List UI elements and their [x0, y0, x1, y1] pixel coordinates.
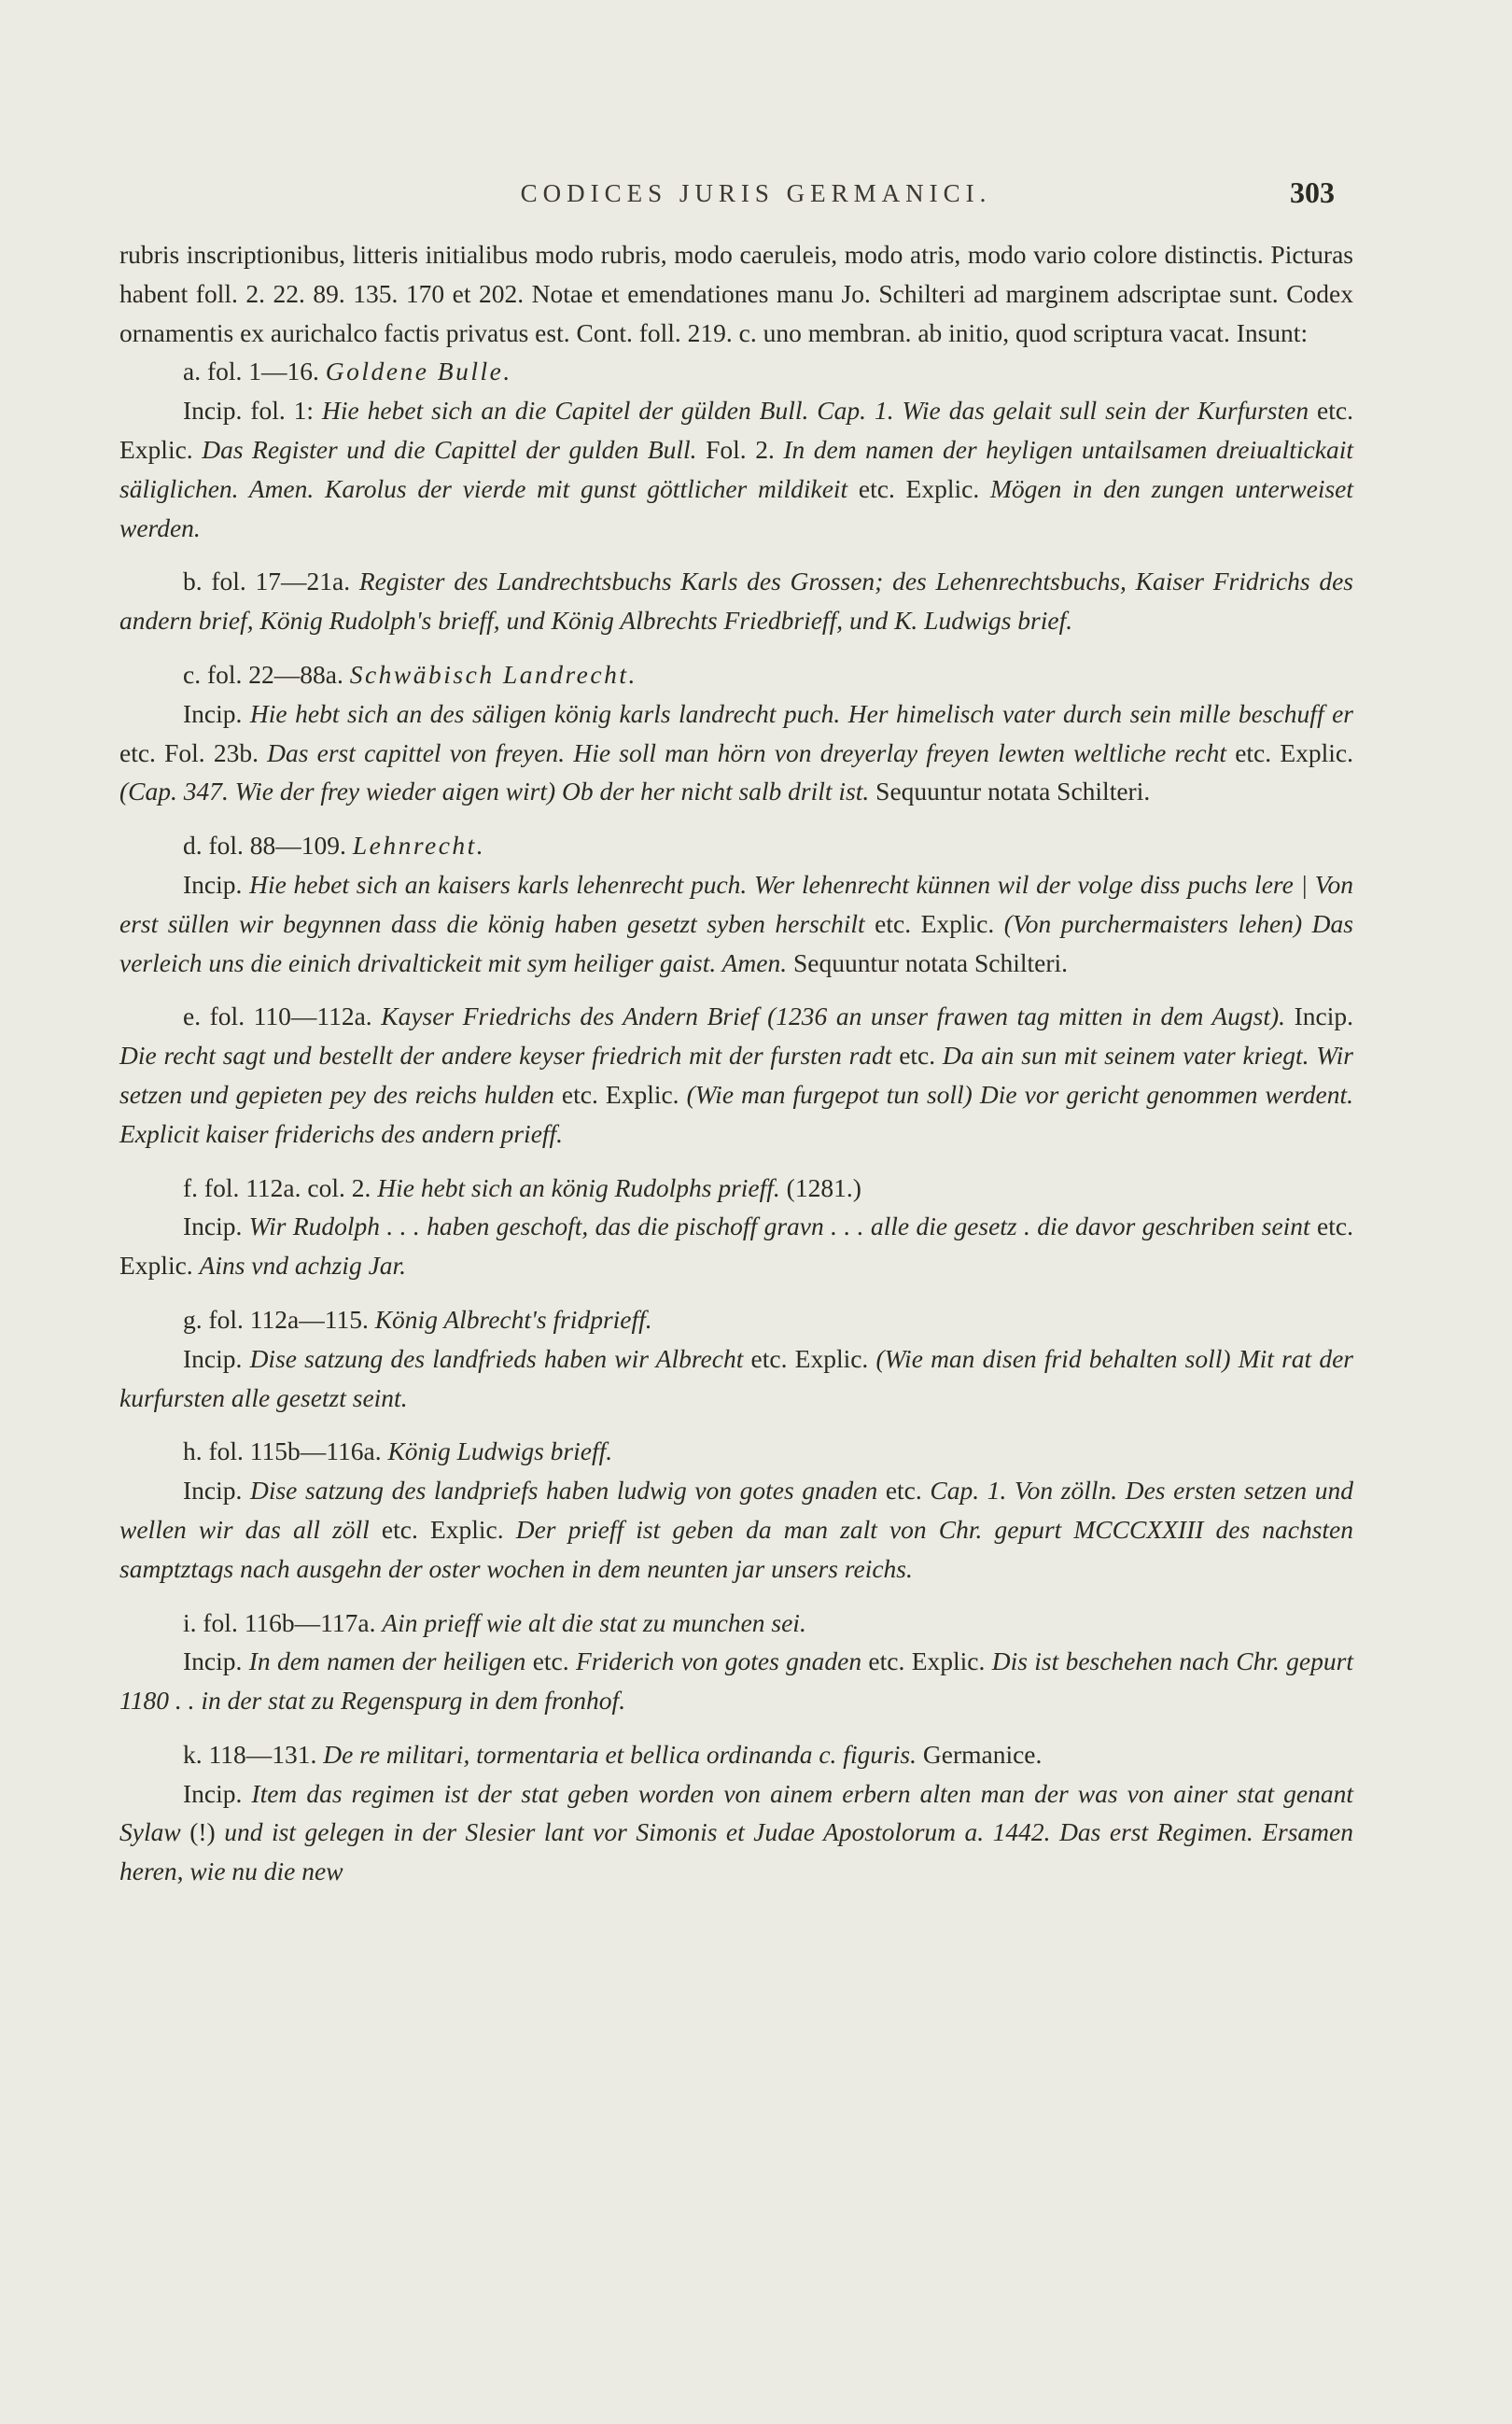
incipit-segment: Hie hebet sich an kaisers karls lehenrecht puch. Wer lehenrecht künnen wil der volge diss puchs lere | Von erst süllen wir begynnen dass die könig haben gesetzt syben herschilt — [119, 869, 1353, 938]
entry-g-heading — [119, 1300, 1353, 1339]
incipit-segment: Das erst capittel von freyen. Hie soll man hörn von dreyerlay freyen lewten weltliche recht — [267, 737, 1227, 767]
incipit-segment: Ains vnd achzig Jar. — [199, 1251, 407, 1281]
incipit-segment: etc. — [891, 1041, 943, 1071]
incipit-segment: Sequuntur notata Schilteri. — [787, 947, 1069, 977]
entry-f-incipit — [119, 1207, 1353, 1285]
incipit-segment: etc. Explic. — [847, 473, 990, 503]
incipit-segment: etc. Explic. — [864, 908, 1004, 938]
entry-head: k. 118—131. — [183, 1739, 317, 1769]
page-header — [0, 175, 1512, 217]
entry-title: König Albrecht's fridprieff. — [374, 1304, 652, 1334]
incipit-segment: Incip. — [183, 1646, 249, 1676]
incipit-segment: Dise satzung des landfrieds haben wir Albrecht — [249, 1343, 744, 1373]
entry-head: g. fol. 112a—115. — [183, 1304, 369, 1334]
incipit-segment: Mögen in den zungen unterweiset werden. — [119, 473, 1354, 542]
incipit-segment: etc. Explic. — [861, 1646, 992, 1676]
entry-head: a. fol. 1—16. — [183, 357, 319, 386]
entry-a-incipit — [119, 391, 1353, 547]
entry-c-heading — [119, 655, 1353, 694]
incipit-segment: In dem namen der heiligen — [248, 1646, 526, 1676]
intro-paragraph: rubris inscriptionibus, litteris initialibus modo rubris, modo caeruleis, modo atris, modo vario colore distinctis. Picturas habent foll. 2. 22. 89. 135. 170 et 202. Notae et emendationes manu Jo. Schilteri ad marginem adscriptae sunt. Codex ornamentis ex aurichalco factis privatus est. Cont. foll. 219. c. uno membran. ab initio, quod scriptura vacat. Insunt: — [119, 240, 1353, 347]
incipit-segment: Friderich von gotes gnaden — [575, 1646, 862, 1676]
entry-head: h. fol. 115b—116a. — [183, 1436, 382, 1466]
incipit-segment: Item das regimen ist der stat geben worden von ainem erbern alten man der was von ainer stat genant Sylaw — [119, 1778, 1354, 1847]
entry-head: c. fol. 22—88a. — [183, 659, 343, 689]
entry-d-incipit — [119, 865, 1353, 982]
entry-b-heading — [119, 562, 1353, 640]
incipit-segment: (Wie man furgepot tun soll) Die vor gericht genommen werdent. Explicit kaiser friderichs des andern prieff. — [119, 1079, 1353, 1148]
incipit-segment: Dise satzung des landpriefs haben ludwig von gotes gnaden — [249, 1476, 878, 1506]
incipit-segment: Wir Rudolph . . . haben geschoft, das die pischoff gravn . . . alle die gesetz . die davor geschriben seint — [248, 1212, 1310, 1241]
entry-a-heading — [119, 352, 1353, 391]
entry-title: Schwäbisch Landrecht. — [349, 659, 637, 689]
entry-head: i. fol. 116b—117a. — [183, 1607, 376, 1637]
incipit-segment: Hie hebet sich an die Capitel der gülden Bull. Cap. 1. Wie das gelait sull sein der Kurfursten — [322, 396, 1309, 426]
entry-i-incipit — [119, 1642, 1353, 1720]
entry-h-incipit — [119, 1471, 1353, 1588]
incipit-segment: etc. Explic. — [119, 1212, 1353, 1281]
entry-k-incipit — [119, 1774, 1353, 1891]
entry-title: Goldene Bulle. — [325, 357, 512, 386]
incipit-segment: und ist gelegen in der Slesier lant vor Simonis et Judae Apostolorum a. 1442. Das erst Regimen. Ersamen heren, wie nu die new — [119, 1817, 1353, 1886]
incipit-segment: (Cap. 347. Wie der frey wieder aigen wirt) Ob der her nicht salb drilt ist. — [119, 777, 870, 806]
incipit-segment: (Von purchermaisters lehen) Das verleich uns die einich drivaltickeit mit sym heiliger gaist. Amen. — [119, 908, 1353, 977]
incipit-segment: Incip. fol. 1: — [183, 396, 323, 426]
entry-head: d. fol. 88—109. — [183, 831, 346, 861]
entry-title: Register des Landrechtsbuchs Karls des Grossen; des Lehenrechtsbuchs, Kaiser Fridrichs des andern brief, König Rudolph's brieff, und König Albrechts Friedbrieff, und K. Ludwigs brief. — [119, 567, 1354, 636]
incipit-segment: Da ain sun mit seinem vater kriegt. Wir setzen und gepieten pey des reichs hulden — [119, 1041, 1353, 1109]
entry-e — [119, 997, 1353, 1153]
entry-k-heading — [119, 1735, 1353, 1774]
incipit-segment: etc. — [525, 1646, 576, 1676]
incipit-segment: Incip. — [183, 1343, 250, 1373]
entry-d-heading — [119, 826, 1353, 865]
incipit-segment: (Wie man disen frid behalten soll) Mit rat der kurfursten alle gesetzt seint. — [119, 1343, 1353, 1412]
incipit-segment: Dis ist beschehen nach Chr. gepurt 1180 . . in der stat zu Regenspurg in dem fronhof. — [119, 1646, 1353, 1716]
incipit-segment: etc. Explic. — [369, 1514, 516, 1544]
incipit-segment: etc. Explic. — [553, 1079, 687, 1109]
incipit-segment: Sequuntur notata Schilteri. — [869, 777, 1151, 806]
incipit-segment: Incip. — [183, 1778, 252, 1808]
incipit-segment: Incip. — [183, 869, 250, 899]
incipit-segment: Incip. — [183, 1212, 249, 1241]
entry-title: Kayser Friedrichs des Andern Brief (1236 an unser frawen tag mitten in dem Augst). — [381, 1002, 1286, 1031]
incipit-segment: Incip. — [1285, 1002, 1353, 1031]
incipit-segment: (!) — [180, 1817, 225, 1847]
incipit-segment: Fol. 2. — [696, 434, 784, 464]
body-text — [119, 235, 1353, 1891]
incipit-segment: Die recht sagt und bestellt der andere keyser friedrich mit der fursten radt — [119, 1041, 892, 1071]
incipit-segment: etc. Fol. 23b. — [119, 737, 268, 767]
entry-h-heading — [119, 1432, 1353, 1471]
incipit-segment: Incip. — [183, 1476, 250, 1506]
incipit-segment: etc. Explic. — [1226, 737, 1353, 767]
entry-title: König Ludwigs brieff. — [387, 1436, 613, 1466]
running-title: CODICES JURIS GERMANICI. — [520, 179, 992, 207]
incipit-segment: In dem namen der heyligen untailsamen dreiualtickait säliglichen. Amen. Karolus der vierde mit gunst göttlicher mildikeit — [119, 434, 1353, 503]
incipit-segment: Incip. — [183, 698, 250, 728]
incipit-segment: etc. Explic. — [743, 1343, 876, 1373]
entry-title: Ain prieff wie alt die stat zu munchen sei. — [382, 1607, 806, 1637]
incipit-segment: Der prieff ist geben da man zalt von Chr. gepurt MCCCXXIII des nachsten samptztags nach ausgehn der oster wochen in dem neunten jar unsers reichs. — [119, 1514, 1354, 1583]
incipit-segment: Cap. 1. Von zölln. Des ersten setzen und wellen wir das all zöll — [119, 1476, 1353, 1544]
entry-head: b. fol. 17—21a. — [183, 567, 351, 596]
entry-title: Lehnrecht. — [352, 831, 486, 861]
entry-i-heading — [119, 1604, 1353, 1643]
entry-g-incipit — [119, 1339, 1353, 1418]
incipit-segment: Hie hebt sich an des säligen könig karls landrecht puch. Her himelisch vater durch sein mille beschuff er — [249, 698, 1353, 728]
page-number: 303 — [1290, 175, 1335, 209]
entry-head: f. fol. 112a. col. 2. — [183, 1172, 371, 1202]
incipit-segment: etc. — [877, 1476, 931, 1506]
entry-f-heading — [119, 1169, 1353, 1208]
entry-c-incipit — [119, 694, 1353, 811]
entry-note: (1281.) — [786, 1172, 861, 1202]
incipit-segment: etc. Explic. — [119, 396, 1353, 464]
incipit-segment: Das Register und die Capittel der gulden Bull. — [202, 434, 697, 464]
entry-title: Hie hebt sich an könig Rudolphs prieff. — [377, 1172, 780, 1202]
entry-note: Germanice. — [922, 1739, 1043, 1769]
entry-head: e. fol. 110—112a. — [183, 1002, 372, 1031]
entry-title: De re militari, tormentaria et bellica ordinanda c. figuris. — [323, 1739, 917, 1769]
